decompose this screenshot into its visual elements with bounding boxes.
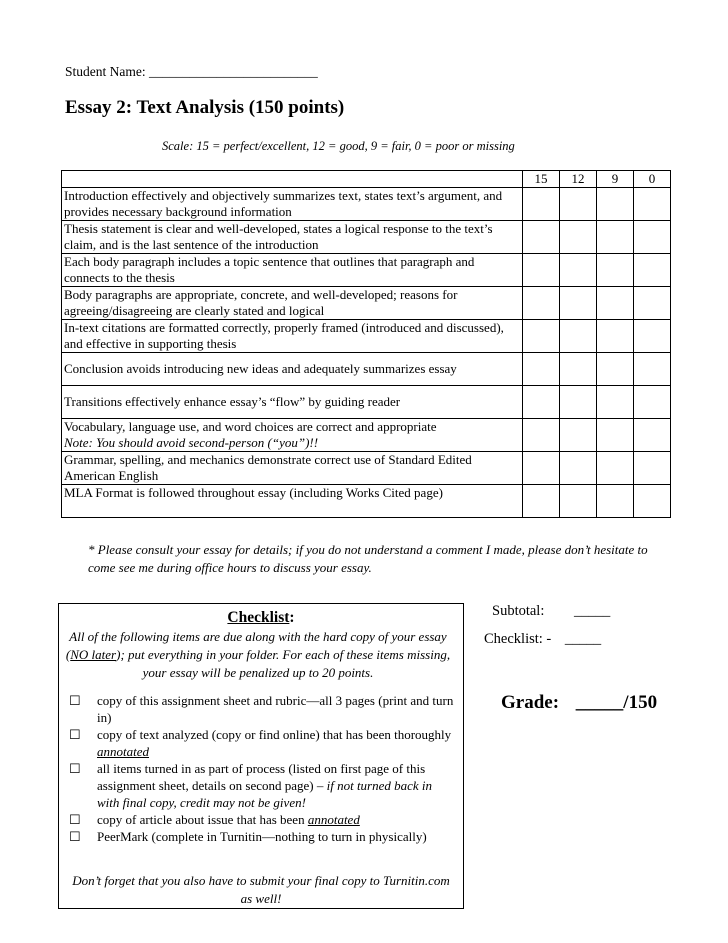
rubric-row-mla: [62, 485, 671, 518]
subtotal-label: Subtotal:: [492, 603, 545, 619]
score-cell-15[interactable]: [523, 353, 560, 386]
score-cell-9[interactable]: [597, 485, 634, 518]
checklist-deduction-line: [484, 631, 601, 648]
checklist-item-text: [97, 811, 454, 828]
score-cell-0[interactable]: [634, 419, 671, 452]
subtotal-blank[interactable]: _____: [574, 603, 611, 619]
criterion-cell: Introduction effectively and objectively summarizes text, states text’s argument, and provides necessary background information: [62, 188, 523, 221]
grade-line: [501, 692, 657, 714]
checklist-item-text-a: copy of text analyzed (copy or find online) that has been thoroughly: [97, 727, 452, 742]
checklist-deduction-blank[interactable]: _____: [564, 631, 602, 647]
rubric-row-body-development: [62, 287, 671, 320]
criterion-cell: MLA Format is followed throughout essay (including Works Cited page): [62, 485, 523, 518]
score-cell-9[interactable]: [597, 419, 634, 452]
checkbox-icon[interactable]: ☐: [69, 761, 81, 776]
score-cell-12[interactable]: [560, 221, 597, 254]
checklist-item: [69, 726, 454, 760]
criterion-cell: Thesis statement is clear and well-developed, states a logical response to the text’s claim, and is the last sentence of the introduction: [62, 221, 523, 254]
score-cell-9[interactable]: [597, 320, 634, 353]
score-cell-15[interactable]: [523, 320, 560, 353]
score-cell-0[interactable]: [634, 188, 671, 221]
score-cell-15[interactable]: [523, 386, 560, 419]
checklist-intro-a: All of the following items are due along with the hard copy of your essay (: [65, 629, 447, 662]
score-cell-15[interactable]: [523, 419, 560, 452]
page-title: Essay 2: Text Analysis (150 points): [65, 97, 345, 118]
checkbox-icon[interactable]: ☐: [69, 727, 81, 742]
rubric-row-thesis: [62, 221, 671, 254]
criterion-cell: Conclusion avoids introducing new ideas and adequately summarizes essay: [62, 353, 523, 386]
checkbox-icon[interactable]: ☐: [69, 829, 81, 844]
grade-label: Grade:: [501, 692, 560, 713]
checklist-intro-b: ); put everything in your folder. For each of these items missing, your essay will be penalized up to 20 points.: [116, 647, 451, 680]
checklist-box: [58, 603, 464, 909]
score-header-9: 9: [597, 171, 634, 188]
consult-note: * Please consult your essay for details; if you do not understand a comment I made, please don’t hesitate to come see me during office hours to discuss your essay.: [88, 542, 648, 575]
score-cell-12[interactable]: [560, 386, 597, 419]
checklist-item-emph: annotated: [307, 812, 360, 827]
checklist-item: [69, 760, 454, 811]
checklist-item: [69, 811, 454, 828]
criterion-cell: Body paragraphs are appropriate, concrete, and well-developed; reasons for agreeing/disagreeing are clearly stated and logical: [62, 287, 523, 320]
checklist-deduction-label: Checklist: -: [484, 631, 552, 647]
score-cell-15[interactable]: [523, 254, 560, 287]
subtotal-line: [492, 603, 610, 620]
criterion-cell: [62, 419, 523, 452]
score-cell-0[interactable]: [634, 254, 671, 287]
checklist-item: [69, 692, 454, 726]
score-cell-9[interactable]: [597, 221, 634, 254]
checklist-item-text: [97, 726, 454, 760]
checklist-item-text-a: copy of article about issue that has been: [97, 812, 308, 827]
score-cell-15[interactable]: [523, 485, 560, 518]
criterion-text: Vocabulary, language use, and word choices are correct and appropriate: [64, 419, 437, 434]
criterion-note: Note: You should avoid second-person (“you”)!!: [64, 435, 319, 450]
rubric-header-row: [62, 171, 671, 188]
checkbox-icon[interactable]: ☐: [69, 693, 81, 708]
checklist-title-text: Checklist: [227, 609, 290, 626]
rubric-row-body-topic: [62, 254, 671, 287]
score-cell-9[interactable]: [597, 254, 634, 287]
checklist-item-text: PeerMark (complete in Turnitin—nothing to turn in physically): [97, 829, 427, 844]
checklist-items: [69, 692, 454, 845]
rubric-row-citations: [62, 320, 671, 353]
score-cell-0[interactable]: [634, 221, 671, 254]
score-cell-12[interactable]: [560, 188, 597, 221]
checklist-item: [69, 828, 454, 845]
checklist-item-text: [97, 760, 454, 811]
score-cell-15[interactable]: [523, 188, 560, 221]
score-cell-12[interactable]: [560, 320, 597, 353]
score-header-15: 15: [523, 171, 560, 188]
checklist-item-text: copy of this assignment sheet and rubric—all 3 pages (print and turn in): [97, 693, 454, 725]
checklist-footer: Don’t forget that you also have to submit your final copy to Turnitin.com as well!: [72, 873, 450, 906]
score-cell-15[interactable]: [523, 221, 560, 254]
score-cell-12[interactable]: [560, 419, 597, 452]
score-cell-0[interactable]: [634, 386, 671, 419]
rubric-row-transitions: [62, 386, 671, 419]
criterion-cell: Each body paragraph includes a topic sentence that outlines that paragraph and connects to the thesis: [62, 254, 523, 287]
score-cell-0[interactable]: [634, 320, 671, 353]
score-cell-9[interactable]: [597, 287, 634, 320]
checkbox-icon[interactable]: ☐: [69, 812, 81, 827]
score-header-0: 0: [634, 171, 671, 188]
score-cell-0[interactable]: [634, 287, 671, 320]
score-cell-9[interactable]: [597, 353, 634, 386]
score-cell-9[interactable]: [597, 452, 634, 485]
score-cell-9[interactable]: [597, 188, 634, 221]
rubric-table: [61, 170, 671, 518]
score-cell-12[interactable]: [560, 353, 597, 386]
score-header-12: 12: [560, 171, 597, 188]
score-cell-12[interactable]: [560, 287, 597, 320]
score-cell-9[interactable]: [597, 386, 634, 419]
rubric-row-grammar: [62, 452, 671, 485]
score-cell-15[interactable]: [523, 452, 560, 485]
criterion-cell: Transitions effectively enhance essay’s “flow” by guiding reader: [62, 386, 523, 419]
grade-value[interactable]: _____/150: [575, 692, 658, 713]
student-name-line: Student Name: _________________________: [65, 64, 318, 79]
checklist-item-emph: annotated: [97, 744, 149, 759]
score-cell-0[interactable]: [634, 353, 671, 386]
score-cell-0[interactable]: [634, 452, 671, 485]
score-cell-0[interactable]: [634, 485, 671, 518]
rubric-row-conclusion: [62, 353, 671, 386]
score-cell-12[interactable]: [560, 452, 597, 485]
rubric-row-vocabulary: [62, 419, 671, 452]
checklist-item-emph: if not turned back in with final copy, credit may not be given!: [97, 778, 433, 810]
scale-legend: Scale: 15 = perfect/excellent, 12 = good, 9 = fair, 0 = poor or missing: [162, 139, 515, 153]
checklist-item-text-a: all items turned in as part of process (listed on first page of this assignment sheet, details on second page) –: [97, 761, 426, 793]
checklist-title-colon: :: [289, 609, 295, 626]
score-cell-12[interactable]: [560, 254, 597, 287]
score-cell-15[interactable]: [523, 287, 560, 320]
checklist-title: [59, 609, 463, 626]
rubric-row-introduction: [62, 188, 671, 221]
criterion-cell: In-text citations are formatted correctly, properly framed (introduced and discussed), and effective in supporting thesis: [62, 320, 523, 353]
checklist-intro: [63, 628, 453, 682]
criterion-cell: Grammar, spelling, and mechanics demonstrate correct use of Standard Edited American English: [62, 452, 523, 485]
score-cell-12[interactable]: [560, 485, 597, 518]
criteria-header-cell: [62, 171, 523, 188]
checklist-intro-emph: NO later: [70, 647, 117, 662]
